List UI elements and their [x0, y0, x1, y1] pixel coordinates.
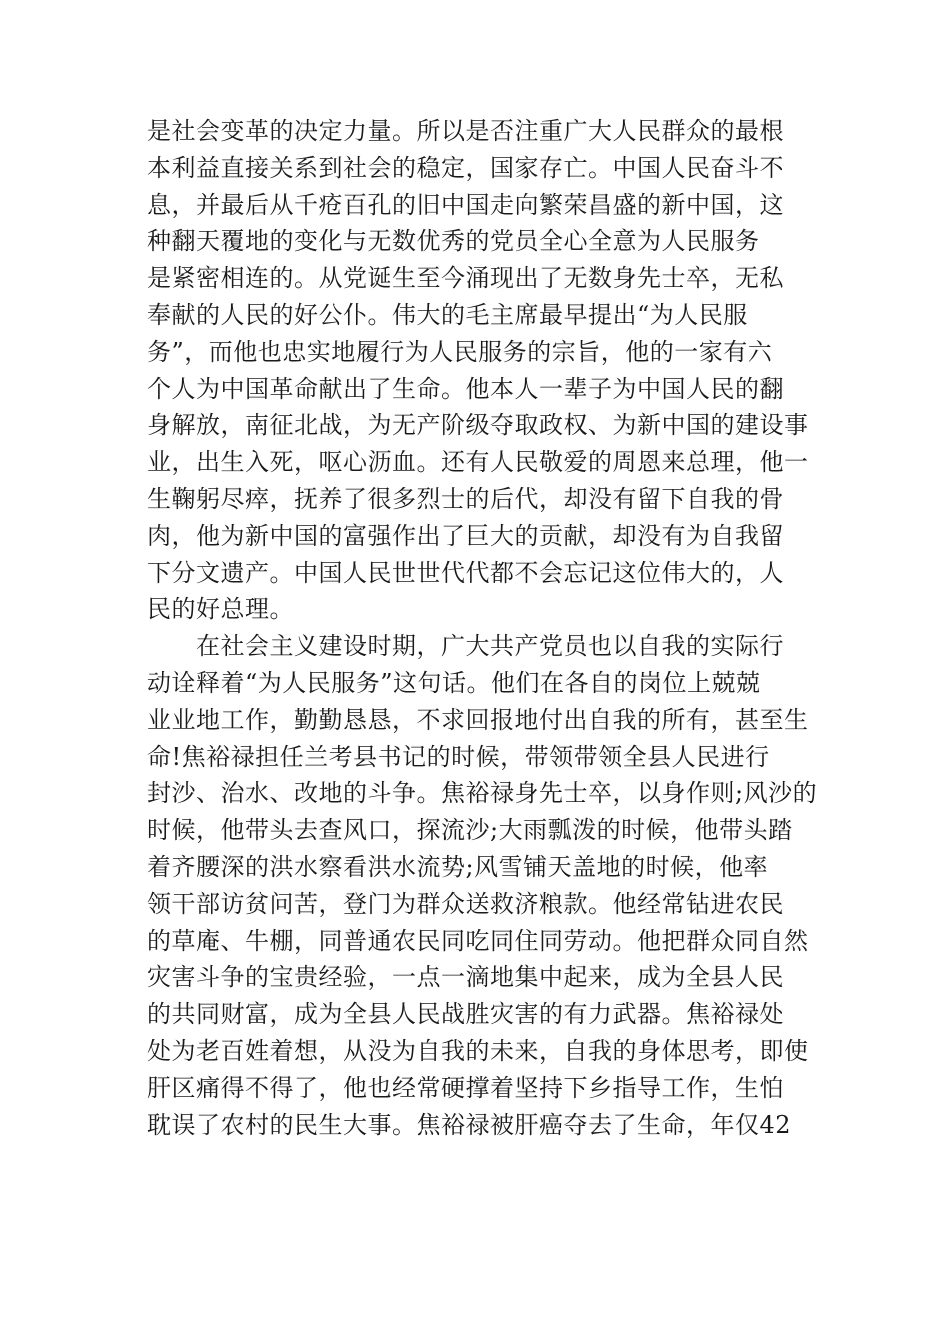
text-line: 个人为中国革命献出了生命。他本人一辈子为中国人民的翻	[147, 374, 784, 403]
text-line: 民的好总理。	[147, 595, 294, 624]
text-line: 封沙、治水、改地的斗争。焦裕禄身先士卒，以身作则;风沙的	[147, 779, 818, 808]
text-line: 的草庵、牛棚，同普通农民同吃同住同劳动。他把群众同自然	[147, 926, 809, 955]
text-line: 在社会主义建设时期，广大共产党员也以自我的实际行	[196, 632, 784, 661]
text-line: 耽误了农村的民生大事。焦裕禄被肝癌夺去了生命，年仅42	[147, 1110, 792, 1139]
text-line: 奉献的人民的好公仆。伟大的毛主席最早提出“为人民服	[147, 300, 748, 329]
text-line: 灾害斗争的宝贵经验，一点一滴地集中起来，成为全县人民	[147, 963, 784, 992]
text-line: 肝区痛得不得了，他也经常硬撑着坚持下乡指导工作，生怕	[147, 1073, 784, 1102]
text-line: 的共同财富，成为全县人民战胜灾害的有力武器。焦裕禄处	[147, 1000, 784, 1029]
text-line: 领干部访贫问苦，登门为群众送救济粮款。他经常钻进农民	[147, 889, 784, 918]
text-line: 下分文遗产。中国人民世世代代都不会忘记这位伟大的，人	[147, 558, 784, 587]
text-line: 着齐腰深的洪水察看洪水流势;风雪铺天盖地的时候，他率	[147, 852, 769, 881]
text-line: 命!焦裕禄担任兰考县书记的时候，带领带领全县人民进行	[147, 742, 770, 771]
text-line: 业，出生入死，呕心沥血。还有人民敬爱的周恩来总理，他一	[147, 448, 809, 477]
text-line: 务”，而他也忠实地履行为人民服务的宗旨，他的一家有六	[147, 337, 773, 366]
text-line: 生鞠躬尽瘁，抚养了很多烈士的后代，却没有留下自我的骨	[147, 484, 784, 513]
text-line: 息，并最后从千疮百孔的旧中国走向繁荣昌盛的新中国，这	[147, 190, 784, 219]
text-line: 种翻天覆地的变化与无数优秀的党员全心全意为人民服务	[147, 227, 760, 256]
text-line: 时候，他带头去查风口，探流沙;大雨瓢泼的时候，他带头踏	[147, 816, 793, 845]
body-text	[147, 113, 818, 1143]
text-line: 是紧密相连的。从党诞生至今涌现出了无数身先士卒，无私	[147, 264, 784, 293]
text-line: 是社会变革的决定力量。所以是否注重广大人民群众的最根	[147, 117, 784, 145]
paragraph-1	[147, 113, 807, 628]
text-line: 动诠释着“为人民服务”这句话。他们在各自的岗位上兢兢	[147, 668, 761, 697]
text-line: 身解放，南征北战，为无产阶级夺取政权、为新中国的建设事	[147, 411, 809, 440]
text-line: 业业地工作，勤勤恳恳，不求回报地付出自我的所有，甚至生	[147, 705, 809, 734]
paragraph-2	[147, 628, 818, 1143]
text-line: 肉，他为新中国的富强作出了巨大的贡献，却没有为自我留	[147, 521, 784, 550]
text-line: 处为老百姓着想，从没为自我的未来，自我的身体思考，即使	[147, 1036, 809, 1065]
text-line: 本利益直接关系到社会的稳定，国家存亡。中国人民奋斗不	[147, 153, 784, 182]
